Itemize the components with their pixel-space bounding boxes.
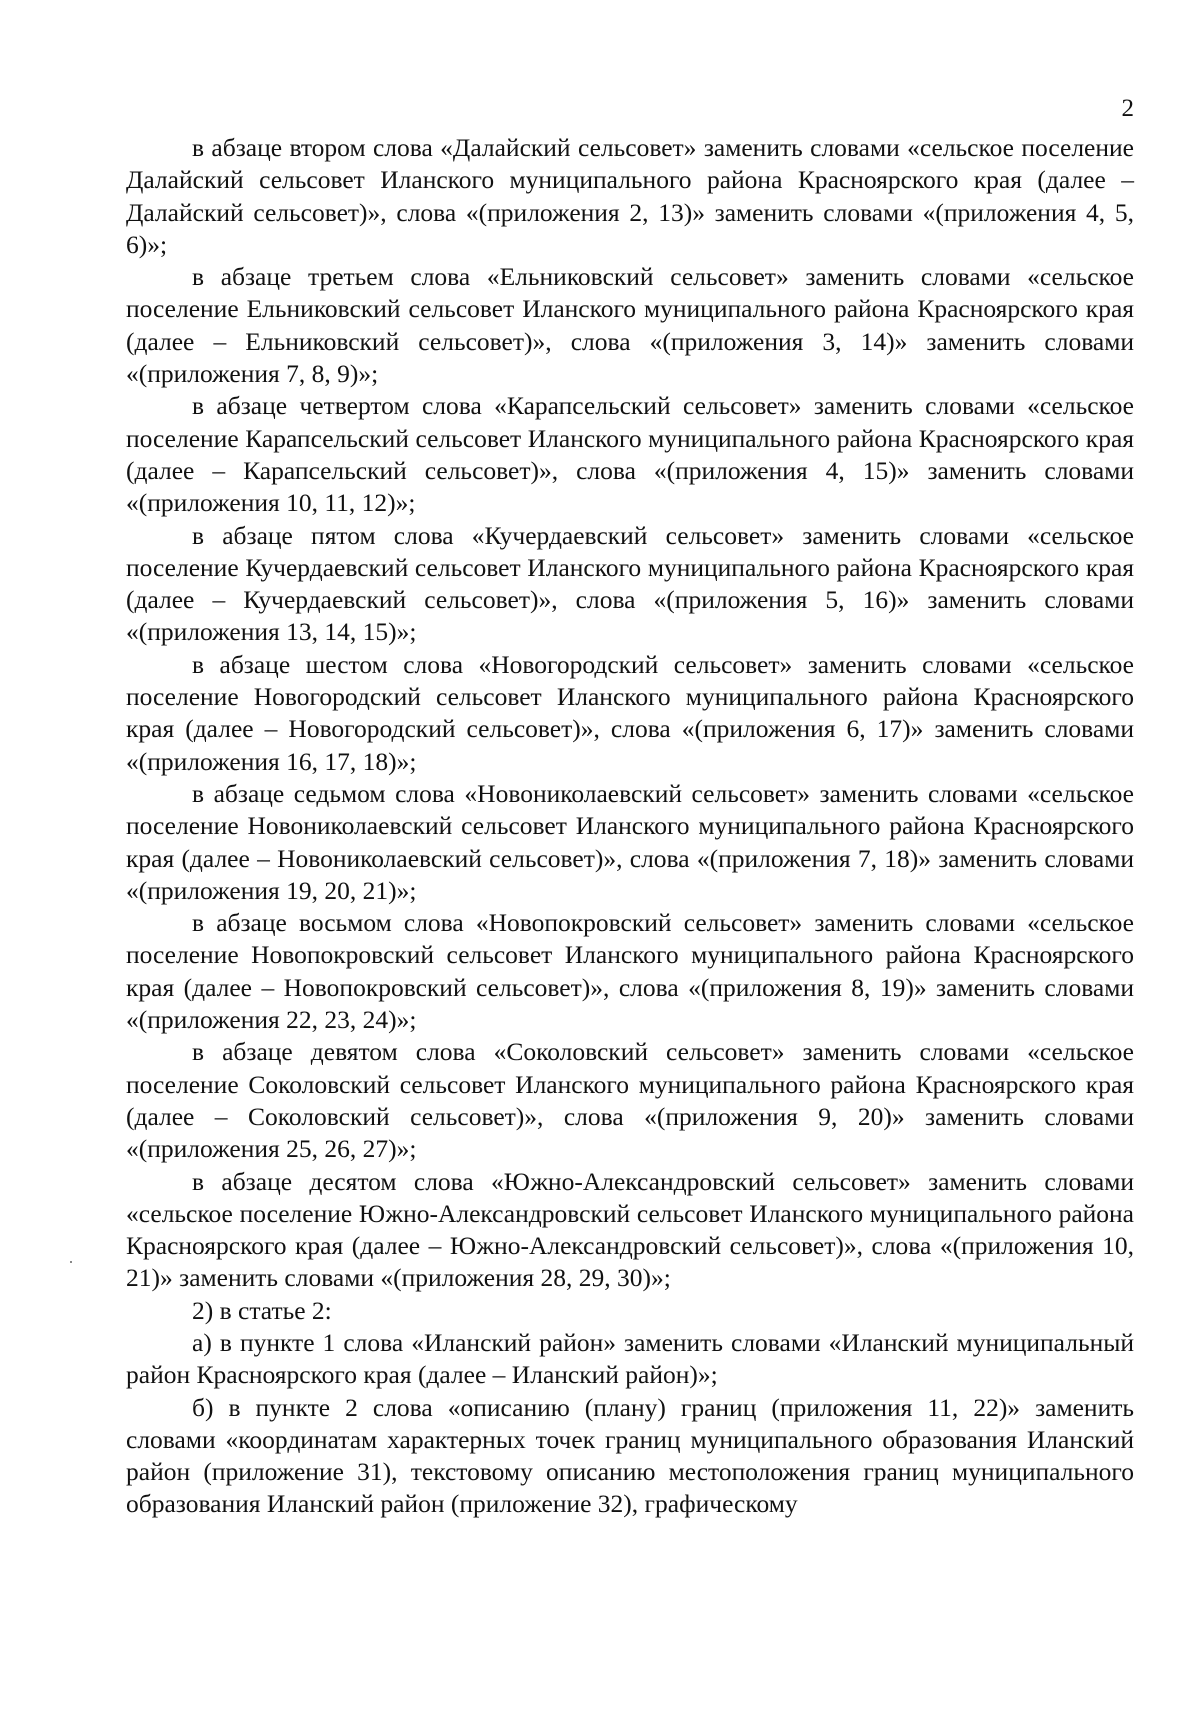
paragraph-article-2-point-b: б) в пункте 2 слова «описанию (плану) границ (приложения 11, 22)» заменить словами «координатам характерных точек границ муниципального образования Иланский район (приложение 31), текстовому описанию местоположения границ муниципального образования Иланский район (приложение 32), графическому (126, 1392, 1134, 1519)
paragraph-elnikovsky: в абзаце третьем слова «Ельниковский сельсовет» заменить словами «сельское поселение Ельниковский сельсовет Иланского муниципального района Красноярского края (далее – Ельниковский сельсовет)», слова «(приложения 3, 14)» заменить словами «(приложения 7, 8, 9)»; (126, 262, 1134, 389)
paragraph-article-2-point-a: а) в пункте 1 слова «Иланский район» заменить словами «Иланский муниципальный район Красноярского края (далее – Иланский район)»; (126, 1327, 1134, 1390)
paragraph-yuzhno-aleksandrovsky: в абзаце десятом слова «Южно-Александровский сельсовет» заменить словами «сельское поселение Южно-Александровский сельсовет Иланского муниципального района Красноярского края (далее – Южно-Александровский сельсовет)», слова «(приложения 10, 21)» заменить словами «(приложения 28, 29, 30)»; (126, 1166, 1134, 1293)
paragraph-article-2-heading: 2) в статье 2: (192, 1295, 332, 1325)
paragraph-sokolovsky: в абзаце девятом слова «Соколовский сельсовет» заменить словами «сельское поселение Соколовский сельсовет Иланского муниципального района Красноярского края (далее – Соколовский сельсовет)», слова «(приложения 9, 20)» заменить словами «(приложения 25, 26, 27)»; (126, 1037, 1134, 1164)
document-body (126, 132, 1134, 1521)
page-number: 2 (1121, 95, 1134, 122)
paragraph-dalaysky: в абзаце втором слова «Далайский сельсовет» заменить словами «сельское поселение Далайский сельсовет Иланского муниципального района Красноярского края (далее – Далайский сельсовет)», слова «(приложения 2, 13)» заменить словами «(приложения 4, 5, 6)»; (126, 133, 1134, 259)
scan-speck (70, 1261, 72, 1263)
paragraph-novopokrovsky: в абзаце восьмом слова «Новопокровский сельсовет» заменить словами «сельское поселение Новопокровский сельсовет Иланского муниципального района Красноярского края (далее – Новопокровский сельсовет)», слова «(приложения 8, 19)» заменить словами «(приложения 22, 23, 24)»; (126, 908, 1134, 1035)
paragraph-kucherdaevsky: в абзаце пятом слова «Кучердаевский сельсовет» заменить словами «сельское поселение Кучердаевский сельсовет Иланского муниципального района Красноярского края (далее – Кучердаевский сельсовет)», слова «(приложения 5, 16)» заменить словами «(приложения 13, 14, 15)»; (126, 520, 1134, 647)
paragraph-karapselsky: в абзаце четвертом слова «Карапсельский сельсовет» заменить словами «сельское поселение Карапсельский сельсовет Иланского муниципального района Красноярского края (далее – Карапсельский сельсовет)», слова «(приложения 4, 15)» заменить словами «(приложения 10, 11, 12)»; (126, 391, 1134, 518)
paragraph-novonikolaevsky: в абзаце седьмом слова «Новониколаевский сельсовет» заменить словами «сельское поселение Новониколаевский сельсовет Иланского муниципального района Красноярского края (далее – Новониколаевский сельсовет)», слова «(приложения 7, 18)» заменить словами «(приложения 19, 20, 21)»; (126, 778, 1134, 905)
paragraph-novogorodsky: в абзаце шестом слова «Новогородский сельсовет» заменить словами «сельское поселение Новогородский сельсовет Иланского муниципального района Красноярского края (далее – Новогородский сельсовет)», слова «(приложения 6, 17)» заменить словами «(приложения 16, 17, 18)»; (126, 649, 1134, 776)
